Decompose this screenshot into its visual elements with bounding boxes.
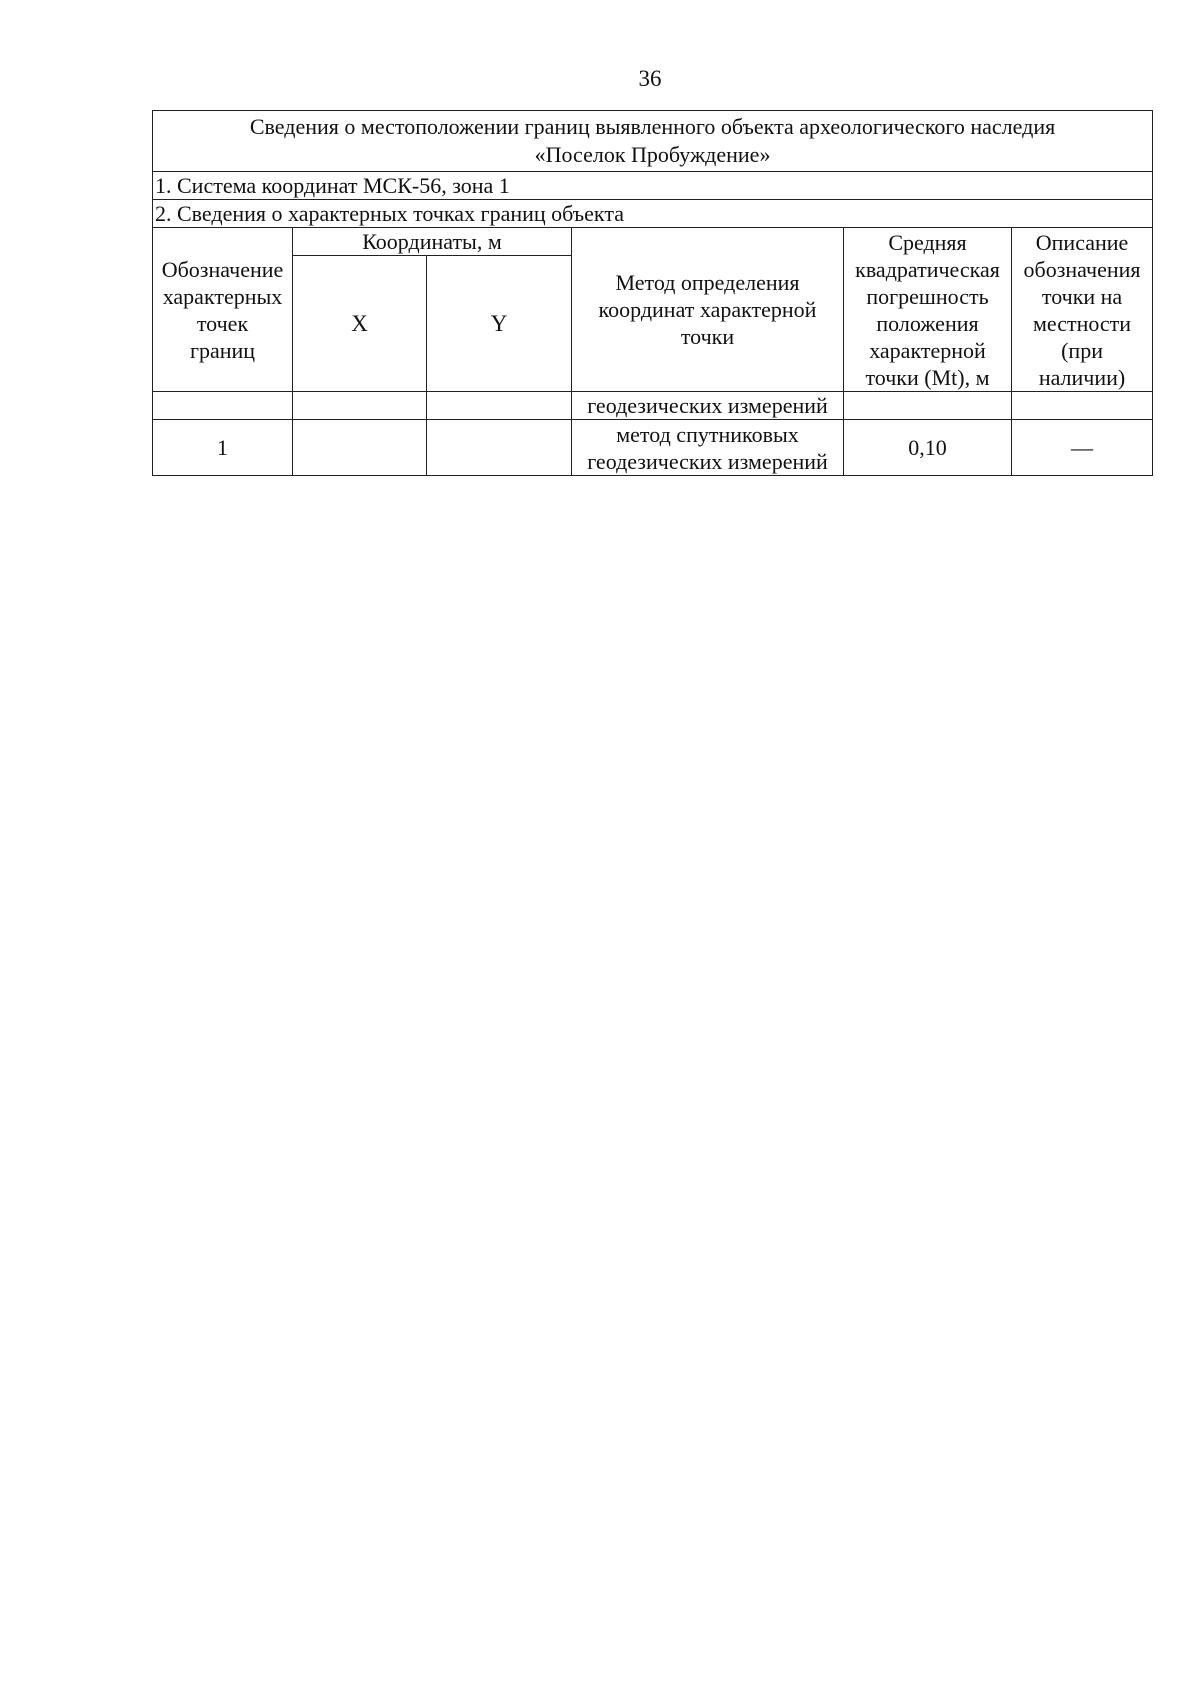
cell-description [1012,392,1153,420]
cell-x [293,420,427,476]
header-point-description: Описание обозначения точки на местности (при наличии) [1012,228,1153,392]
table-title-line-1: Сведения о местоположении границ выявленного объекта археологического наследия [249,114,1056,139]
cell-point [153,392,293,420]
cell-x [293,392,427,420]
table-title-line-2: «Поселок Пробуждение» [534,142,771,167]
coordinate-system-row: 1. Система координат МСК-56, зона 1 [153,172,1153,200]
cell-description: — [1012,420,1153,476]
header-coordinates: Координаты, м [293,228,572,256]
cell-error: 0,10 [844,420,1012,476]
header-method: Метод определения координат характерной точки [572,228,844,392]
table-row [153,392,1153,420]
table-row [153,420,1153,476]
page-number: 36 [638,66,662,91]
header-y: Y [427,256,572,392]
header-point-designation: Обозначение характерных точек границ [153,228,293,392]
boundary-table [152,110,1153,476]
header-x: X [293,256,427,392]
cell-error [844,392,1012,420]
cell-point: 1 [153,420,293,476]
cell-method: метод спутниковых геодезических измерений [572,420,844,476]
cell-y [427,420,572,476]
cell-y [427,392,572,420]
cell-method: геодезических измерений [572,392,844,420]
points-section-row: 2. Сведения о характерных точках границ объекта [153,200,1153,228]
table-title [153,111,1153,172]
header-mean-square-error: Средняя квадратическая погрешность положения характерной точки (Mt), м [844,228,1012,392]
